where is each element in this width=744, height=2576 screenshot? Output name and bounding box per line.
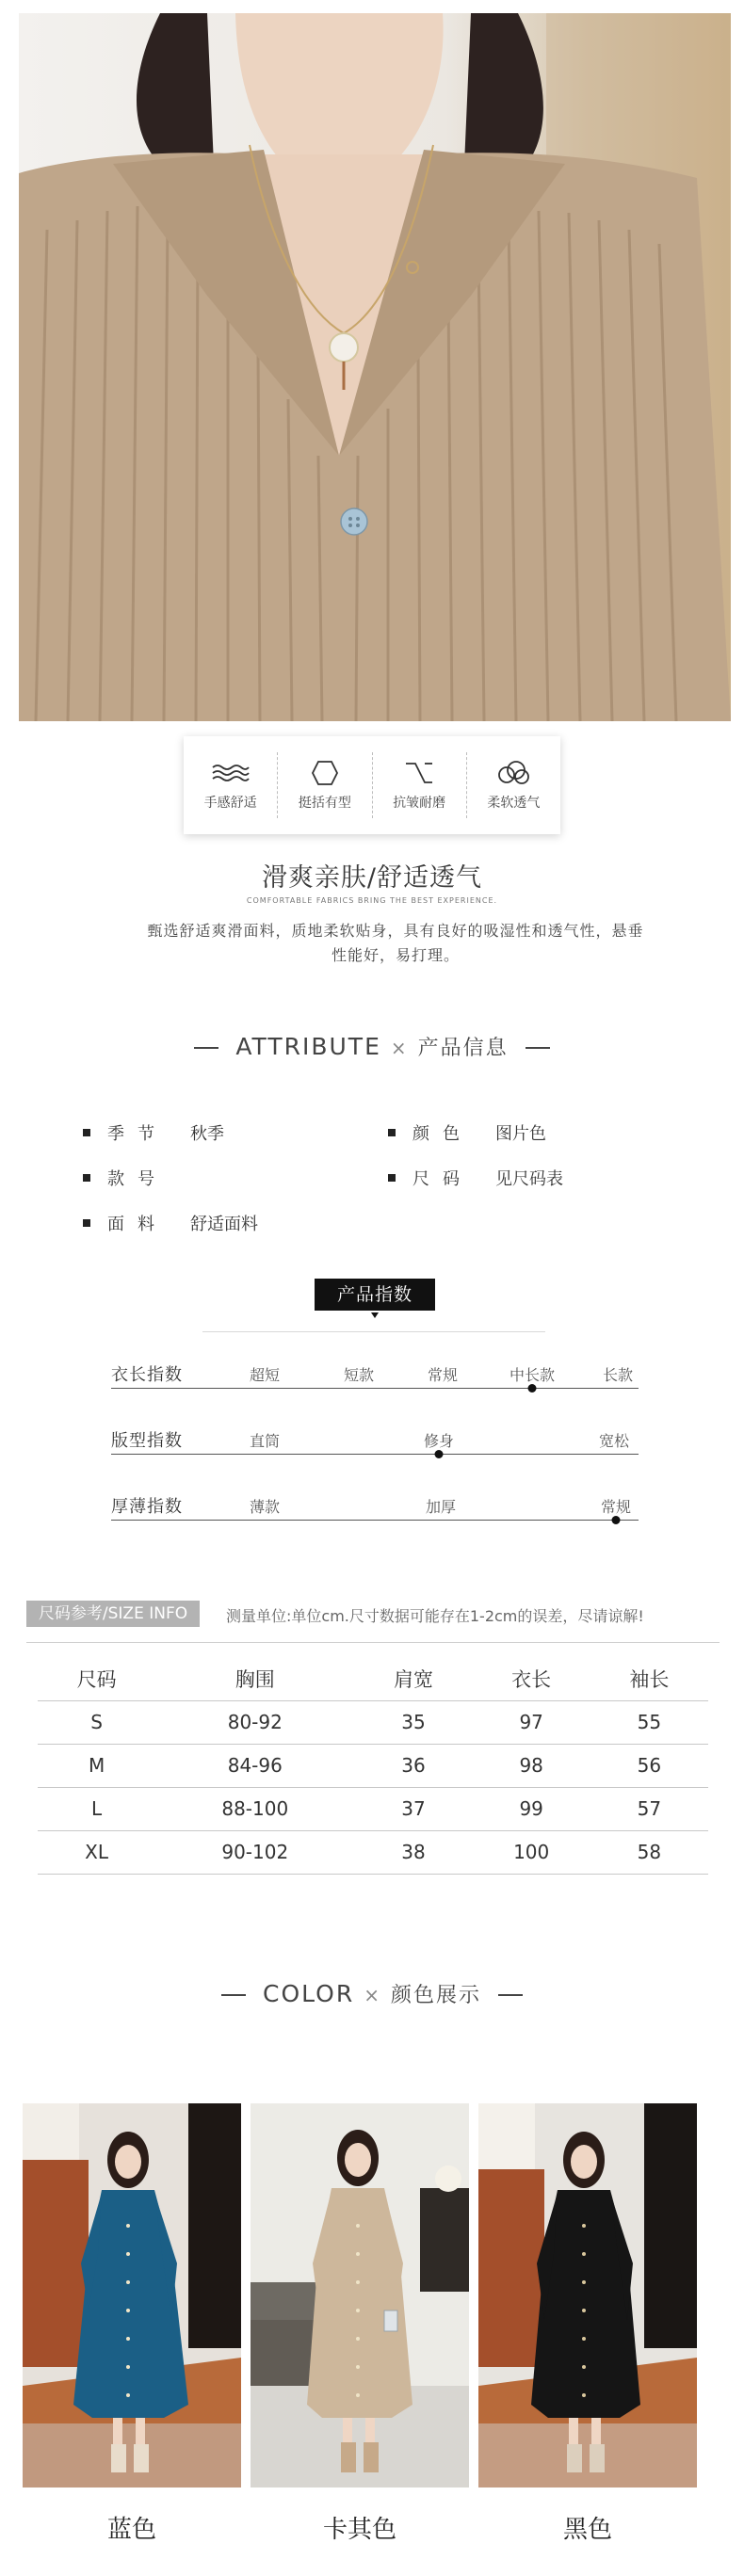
index-row-length <box>111 1361 639 1399</box>
attribute-key: 面料 <box>107 1215 168 1234</box>
dress-illustration-blue <box>23 2103 241 2487</box>
index-option: 薄款 <box>249 1498 281 1516</box>
bullet-square <box>83 1129 90 1136</box>
attribute-key: 尺码 <box>412 1169 473 1189</box>
size-table <box>38 1657 708 1875</box>
index-selected-dot <box>528 1384 537 1393</box>
size-cell: 80-92 <box>155 1700 354 1744</box>
color-label-khaki: 卡其色 <box>322 2516 396 2544</box>
color-photo-blue[interactable] <box>23 2103 241 2487</box>
size-cell: L <box>38 1787 155 1830</box>
dress-illustration-black <box>478 2103 697 2487</box>
attribute-title-cn: 产品信息 <box>417 1037 509 1060</box>
index-option: 直筒 <box>249 1432 281 1450</box>
index-scale-line <box>111 1388 639 1389</box>
size-cell: 84-96 <box>155 1744 354 1787</box>
attribute-season <box>83 1120 224 1145</box>
index-scale-line <box>111 1454 639 1455</box>
wrinkle-icon <box>404 759 434 787</box>
index-option: 长款 <box>602 1366 634 1384</box>
headline-subtitle: COMFORTABLE FABRICS BRING THE BEST EXPERIENCE. <box>246 896 498 905</box>
size-table-header <box>38 1657 708 1700</box>
attribute-value: 舒适面料 <box>190 1215 258 1234</box>
attribute-value: 秋季 <box>190 1124 224 1144</box>
color-section-title <box>0 1979 744 2008</box>
attribute-value: 见尺码表 <box>495 1169 563 1189</box>
attribute-color <box>388 1120 546 1145</box>
cloud-icon <box>495 759 531 787</box>
size-cell: 37 <box>354 1787 472 1830</box>
feature-label: 手感舒适 <box>203 796 257 811</box>
headline-description: 甄选舒适爽滑面料，质地柔软贴身，具有良好的吸湿性和透气性，悬垂性能好，易打理。 <box>147 922 644 964</box>
index-selected-dot <box>435 1450 444 1458</box>
attribute-key: 季节 <box>107 1124 168 1144</box>
attribute-value: 图片色 <box>495 1124 546 1144</box>
size-header-cell: 肩宽 <box>354 1657 472 1700</box>
hexagon-icon <box>311 759 339 787</box>
hero-product-photo <box>19 13 731 721</box>
divider-dash <box>498 1994 523 1996</box>
color-title-cn: 颜色展示 <box>390 1984 481 2007</box>
size-cell: S <box>38 1700 155 1744</box>
bullet-square <box>83 1174 90 1182</box>
feature-item <box>373 752 467 818</box>
size-cell: 35 <box>354 1700 472 1744</box>
divider-dash <box>526 1047 550 1049</box>
bullet-square <box>388 1174 396 1182</box>
attribute-size <box>388 1166 563 1190</box>
divider-dash <box>194 1047 218 1049</box>
index-option: 修身 <box>423 1432 455 1450</box>
product-index-badge: 产品指数 <box>315 1279 435 1311</box>
color-title-en: COLOR <box>262 1980 355 2007</box>
index-selected-dot <box>612 1516 621 1524</box>
index-row-name: 衣长指数 <box>111 1365 183 1385</box>
index-scale-line <box>111 1520 639 1521</box>
table-row <box>38 1744 708 1787</box>
table-row <box>38 1830 708 1874</box>
table-row <box>38 1787 708 1830</box>
size-header-cell: 袖长 <box>590 1657 708 1700</box>
feature-label: 柔软透气 <box>487 796 541 811</box>
divider-dash <box>221 1994 246 1996</box>
attribute-key: 颜色 <box>412 1124 473 1144</box>
size-cell: 88-100 <box>155 1787 354 1830</box>
index-row-name: 版型指数 <box>111 1431 183 1451</box>
feature-item <box>184 752 278 818</box>
size-cell: 57 <box>590 1787 708 1830</box>
table-row <box>38 1700 708 1744</box>
feature-item <box>467 752 560 818</box>
color-photo-black[interactable] <box>478 2103 697 2487</box>
size-divider <box>26 1642 720 1643</box>
attribute-section-title <box>0 1032 744 1061</box>
size-header-cell: 尺码 <box>38 1657 155 1700</box>
index-option: 短款 <box>343 1366 375 1384</box>
badge-arrow <box>371 1312 379 1318</box>
index-option: 加厚 <box>425 1498 457 1516</box>
headline-title: 滑爽亲肤/舒适透气 <box>261 863 483 893</box>
size-cell: 38 <box>354 1830 472 1874</box>
size-cell: 90-102 <box>155 1830 354 1874</box>
times-symbol: × <box>364 1984 381 2006</box>
size-cell: XL <box>38 1830 155 1874</box>
index-option: 中长款 <box>509 1366 556 1384</box>
size-header-cell: 衣长 <box>473 1657 590 1700</box>
size-cell: 98 <box>473 1744 590 1787</box>
index-option: 常规 <box>427 1366 459 1384</box>
index-row-thickness <box>111 1493 639 1531</box>
size-cell: M <box>38 1744 155 1787</box>
index-row-name: 厚薄指数 <box>111 1497 183 1517</box>
feature-label: 挺括有型 <box>298 796 351 811</box>
index-option: 超短 <box>249 1366 281 1384</box>
bullet-square <box>388 1129 396 1136</box>
dress-illustration-khaki <box>251 2103 469 2487</box>
attribute-key: 款号 <box>107 1169 168 1189</box>
hero-illustration <box>19 13 731 721</box>
size-cell: 99 <box>473 1787 590 1830</box>
size-cell: 100 <box>473 1830 590 1874</box>
feature-item <box>278 752 372 818</box>
attribute-fabric <box>83 1211 258 1235</box>
color-label-black: 黑色 <box>562 2516 612 2544</box>
bullet-square <box>83 1219 90 1227</box>
feature-label: 抗皱耐磨 <box>393 796 446 811</box>
index-option: 常规 <box>600 1498 632 1516</box>
feature-bar <box>184 736 560 834</box>
attribute-title-en: ATTRIBUTE <box>235 1033 381 1060</box>
size-info-note: 测量单位:单位cm.尺寸数据可能存在1-2cm的误差，尽请谅解! <box>226 1607 644 1625</box>
times-symbol: × <box>390 1037 409 1059</box>
attribute-style-number <box>83 1166 190 1190</box>
badge-underline <box>202 1331 545 1332</box>
size-cell: 36 <box>354 1744 472 1787</box>
color-photo-khaki[interactable] <box>251 2103 469 2487</box>
waves-icon <box>211 759 251 787</box>
size-cell: 58 <box>590 1830 708 1874</box>
size-info-tag: 尺码参考/SIZE INFO <box>26 1601 200 1627</box>
index-option: 宽松 <box>598 1432 630 1450</box>
color-label-blue: 蓝色 <box>106 2516 156 2544</box>
index-row-fit <box>111 1427 639 1465</box>
size-cell: 97 <box>473 1700 590 1744</box>
size-cell: 55 <box>590 1700 708 1744</box>
size-cell: 56 <box>590 1744 708 1787</box>
size-header-cell: 胸围 <box>155 1657 354 1700</box>
